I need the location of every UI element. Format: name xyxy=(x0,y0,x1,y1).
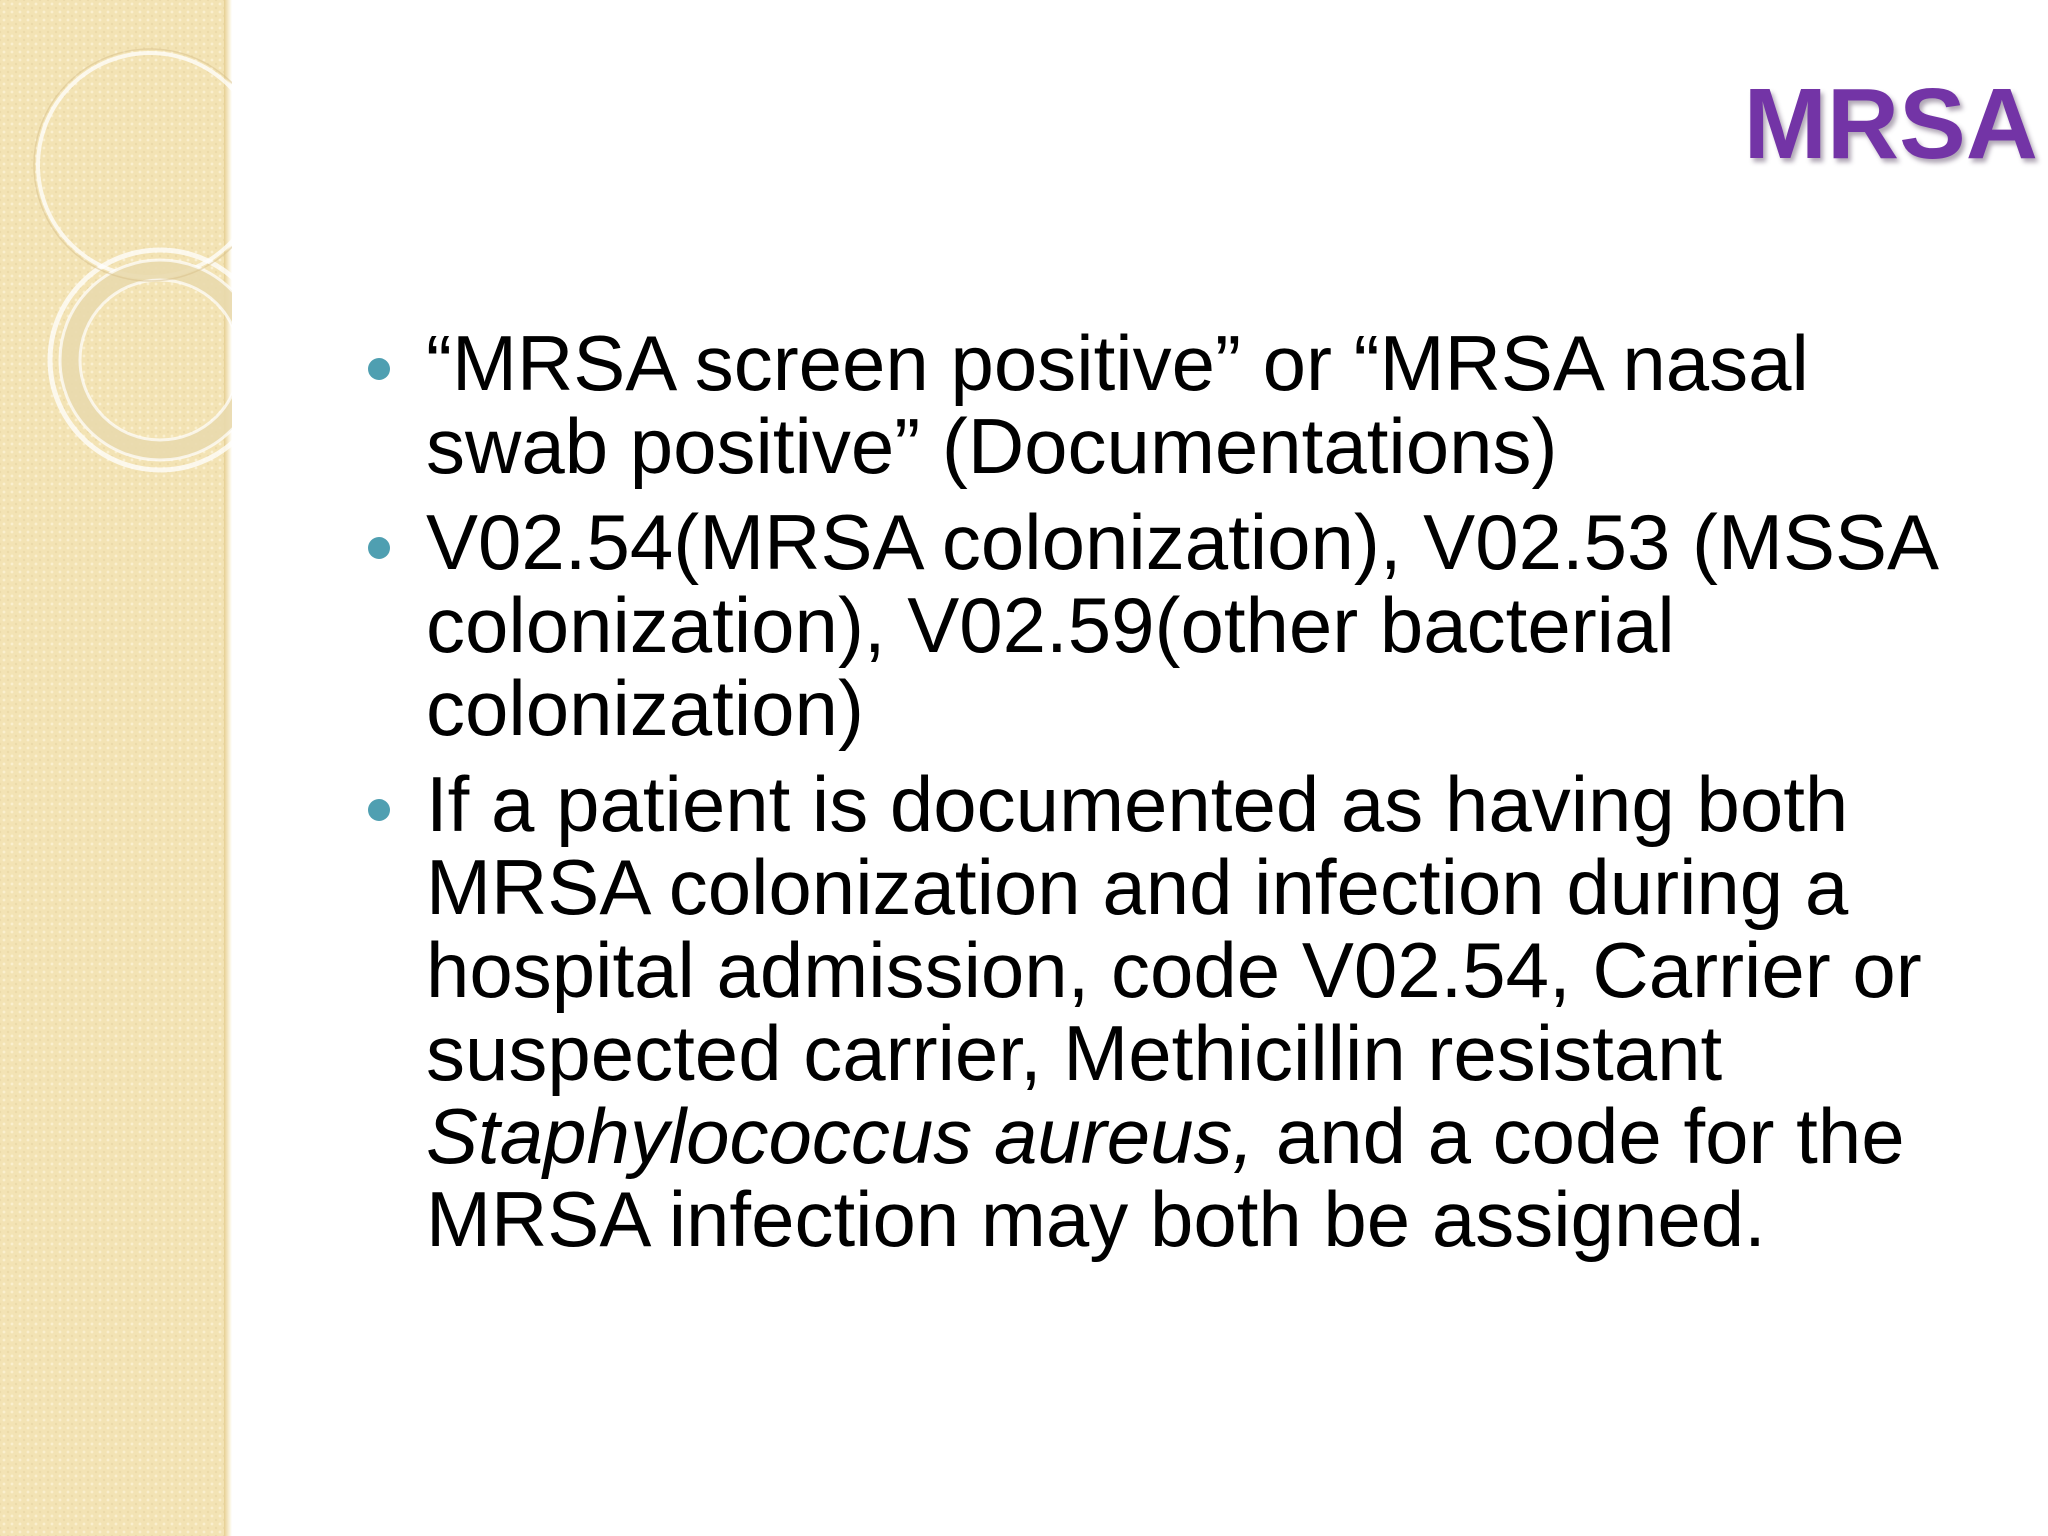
slide-title: MRSA xyxy=(1743,68,2038,180)
bullet-text: “MRSA screen positive” or “MRSA nasal swab positive” (Documentations) xyxy=(426,319,1809,490)
bullet-dot-icon xyxy=(368,358,390,380)
bullet-text xyxy=(426,760,1922,1263)
bullet-item xyxy=(358,319,1998,490)
bullet-item xyxy=(358,498,1998,752)
bullet-item xyxy=(358,760,1998,1263)
bullet-text-part: and a code for the MRSA infection may both be assigned. xyxy=(426,1092,1905,1263)
bullet-text-part: If a patient is documented as having both MRSA colonization and infection during a hospital admission, code V02.54, Carrier or suspected carrier, Methicillin resistant xyxy=(426,760,1922,1097)
bullet-dot-icon xyxy=(368,799,390,821)
bullet-text: V02.54(MRSA colonization), V02.53 (MSSA colonization), V02.59(other bacterial colonization) xyxy=(426,498,1935,752)
bullet-dot-icon xyxy=(368,537,390,559)
bullet-list xyxy=(358,319,1998,1274)
species-name-italic: Staphylococcus aureus, xyxy=(426,1092,1255,1180)
decorative-rings-icon xyxy=(0,0,232,520)
